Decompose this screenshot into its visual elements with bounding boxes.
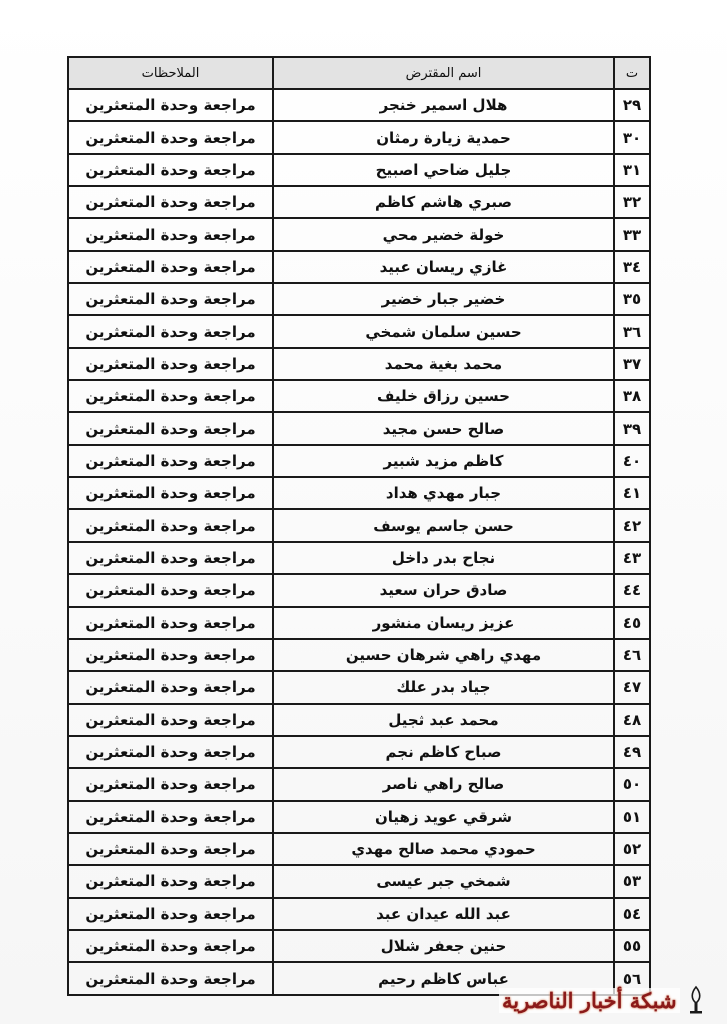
table-body bbox=[68, 89, 650, 995]
row-number: ٥٠ bbox=[614, 768, 650, 800]
row-note: مراجعة وحدة المتعثرين bbox=[68, 154, 273, 186]
row-note: مراجعة وحدة المتعثرين bbox=[68, 768, 273, 800]
table-row bbox=[68, 898, 650, 930]
borrower-name: نجاح بدر داخل bbox=[273, 542, 614, 574]
borrower-name: عباس كاظم رحيم bbox=[273, 962, 614, 995]
borrower-name: شرقي عويد زهيان bbox=[273, 801, 614, 833]
row-note: مراجعة وحدة المتعثرين bbox=[68, 218, 273, 250]
row-number: ٤٠ bbox=[614, 445, 650, 477]
borrower-name: جبار مهدي هداد bbox=[273, 477, 614, 509]
row-number: ٥٦ bbox=[614, 962, 650, 995]
row-number: ٣٠ bbox=[614, 121, 650, 153]
borrower-name: حسين سلمان شمخي bbox=[273, 315, 614, 347]
row-note: مراجعة وحدة المتعثرين bbox=[68, 898, 273, 930]
row-number: ٣٥ bbox=[614, 283, 650, 315]
header-number: ت bbox=[614, 57, 650, 89]
table-row bbox=[68, 574, 650, 606]
row-note: مراجعة وحدة المتعثرين bbox=[68, 89, 273, 121]
row-note: مراجعة وحدة المتعثرين bbox=[68, 445, 273, 477]
table-row bbox=[68, 315, 650, 347]
table-row bbox=[68, 186, 650, 218]
borrower-name: جليل ضاحي اصبيح bbox=[273, 154, 614, 186]
row-note: مراجعة وحدة المتعثرين bbox=[68, 412, 273, 444]
table-row bbox=[68, 509, 650, 541]
borrower-name: حمدية زيارة رمثان bbox=[273, 121, 614, 153]
row-number: ٣٢ bbox=[614, 186, 650, 218]
borrower-name: حسن جاسم يوسف bbox=[273, 509, 614, 541]
table-row bbox=[68, 801, 650, 833]
site-watermark bbox=[499, 982, 709, 1018]
row-number: ٣٨ bbox=[614, 380, 650, 412]
borrower-name: صباح كاظم نجم bbox=[273, 736, 614, 768]
header-borrower-name: اسم المقترض bbox=[273, 57, 614, 89]
table-row bbox=[68, 671, 650, 703]
table-row bbox=[68, 251, 650, 283]
table-row bbox=[68, 833, 650, 865]
row-note: مراجعة وحدة المتعثرين bbox=[68, 121, 273, 153]
row-number: ٣٩ bbox=[614, 412, 650, 444]
table-row bbox=[68, 477, 650, 509]
borrower-name: غازي ريسان عبيد bbox=[273, 251, 614, 283]
row-number: ٥٢ bbox=[614, 833, 650, 865]
row-note: مراجعة وحدة المتعثرين bbox=[68, 930, 273, 962]
row-note: مراجعة وحدة المتعثرين bbox=[68, 962, 273, 995]
borrower-name: صالح حسن مجيد bbox=[273, 412, 614, 444]
borrower-name: عبد الله عيدان عبد bbox=[273, 898, 614, 930]
table-row bbox=[68, 348, 650, 380]
table-row bbox=[68, 542, 650, 574]
row-number: ٤٣ bbox=[614, 542, 650, 574]
table-row bbox=[68, 607, 650, 639]
table-row bbox=[68, 412, 650, 444]
table-header bbox=[68, 57, 650, 89]
header-row bbox=[68, 57, 650, 89]
table-row bbox=[68, 930, 650, 962]
borrower-name: حمودي محمد صالح مهدي bbox=[273, 833, 614, 865]
row-number: ٤٥ bbox=[614, 607, 650, 639]
table-row bbox=[68, 445, 650, 477]
borrower-name: صالح راهي ناصر bbox=[273, 768, 614, 800]
header-notes: الملاحظات bbox=[68, 57, 273, 89]
row-note: مراجعة وحدة المتعثرين bbox=[68, 574, 273, 606]
borrowers-table bbox=[67, 56, 651, 996]
row-note: مراجعة وحدة المتعثرين bbox=[68, 736, 273, 768]
row-number: ٣٧ bbox=[614, 348, 650, 380]
row-note: مراجعة وحدة المتعثرين bbox=[68, 704, 273, 736]
table-row bbox=[68, 865, 650, 897]
borrower-name: حسين رزاق خليف bbox=[273, 380, 614, 412]
row-note: مراجعة وحدة المتعثرين bbox=[68, 509, 273, 541]
borrower-name: محمد عبد ثجيل bbox=[273, 704, 614, 736]
row-note: مراجعة وحدة المتعثرين bbox=[68, 283, 273, 315]
table-row bbox=[68, 380, 650, 412]
row-note: مراجعة وحدة المتعثرين bbox=[68, 186, 273, 218]
row-number: ٤٦ bbox=[614, 639, 650, 671]
table-row bbox=[68, 639, 650, 671]
table-row bbox=[68, 218, 650, 250]
borrower-name: عزيز ريسان منشور bbox=[273, 607, 614, 639]
row-number: ٥٥ bbox=[614, 930, 650, 962]
row-note: مراجعة وحدة المتعثرين bbox=[68, 477, 273, 509]
borrower-name: كاظم مزيد شبير bbox=[273, 445, 614, 477]
watermark-text: شبكة أخبار الناصرية bbox=[499, 988, 680, 1013]
row-number: ٥٣ bbox=[614, 865, 650, 897]
row-note: مراجعة وحدة المتعثرين bbox=[68, 380, 273, 412]
row-number: ٥١ bbox=[614, 801, 650, 833]
row-note: مراجعة وحدة المتعثرين bbox=[68, 315, 273, 347]
table-row bbox=[68, 704, 650, 736]
row-number: ٣٦ bbox=[614, 315, 650, 347]
borrower-name: جياد بدر علك bbox=[273, 671, 614, 703]
row-number: ٤٨ bbox=[614, 704, 650, 736]
row-number: ٤٤ bbox=[614, 574, 650, 606]
row-number: ٤٢ bbox=[614, 509, 650, 541]
borrowers-table-container bbox=[67, 56, 649, 996]
row-number: ٥٤ bbox=[614, 898, 650, 930]
row-number: ٣١ bbox=[614, 154, 650, 186]
table-row bbox=[68, 283, 650, 315]
row-number: ٢٩ bbox=[614, 89, 650, 121]
borrower-name: صبري هاشم كاظم bbox=[273, 186, 614, 218]
row-number: ٤١ bbox=[614, 477, 650, 509]
borrower-name: صادق حران سعيد bbox=[273, 574, 614, 606]
table-row bbox=[68, 154, 650, 186]
borrower-name: هلال اسمير خنجر bbox=[273, 89, 614, 121]
row-note: مراجعة وحدة المتعثرين bbox=[68, 542, 273, 574]
borrower-name: شمخي جبر عيسى bbox=[273, 865, 614, 897]
row-note: مراجعة وحدة المتعثرين bbox=[68, 348, 273, 380]
row-note: مراجعة وحدة المتعثرين bbox=[68, 801, 273, 833]
borrower-name: خضير جبار خضير bbox=[273, 283, 614, 315]
table-row bbox=[68, 121, 650, 153]
row-note: مراجعة وحدة المتعثرين bbox=[68, 865, 273, 897]
row-number: ٣٤ bbox=[614, 251, 650, 283]
table-row bbox=[68, 768, 650, 800]
row-note: مراجعة وحدة المتعثرين bbox=[68, 607, 273, 639]
borrower-name: مهدي راهي شرهان حسين bbox=[273, 639, 614, 671]
table-row bbox=[68, 736, 650, 768]
row-number: ٣٣ bbox=[614, 218, 650, 250]
row-number: ٤٩ bbox=[614, 736, 650, 768]
borrower-name: خولة خضير محي bbox=[273, 218, 614, 250]
row-note: مراجعة وحدة المتعثرين bbox=[68, 251, 273, 283]
borrower-name: حنين جعفر شلال bbox=[273, 930, 614, 962]
row-note: مراجعة وحدة المتعثرين bbox=[68, 833, 273, 865]
watermark-logo-icon bbox=[686, 985, 706, 1015]
row-number: ٤٧ bbox=[614, 671, 650, 703]
borrower-name: محمد بغية محمد bbox=[273, 348, 614, 380]
row-note: مراجعة وحدة المتعثرين bbox=[68, 671, 273, 703]
row-note: مراجعة وحدة المتعثرين bbox=[68, 639, 273, 671]
table-row bbox=[68, 89, 650, 121]
